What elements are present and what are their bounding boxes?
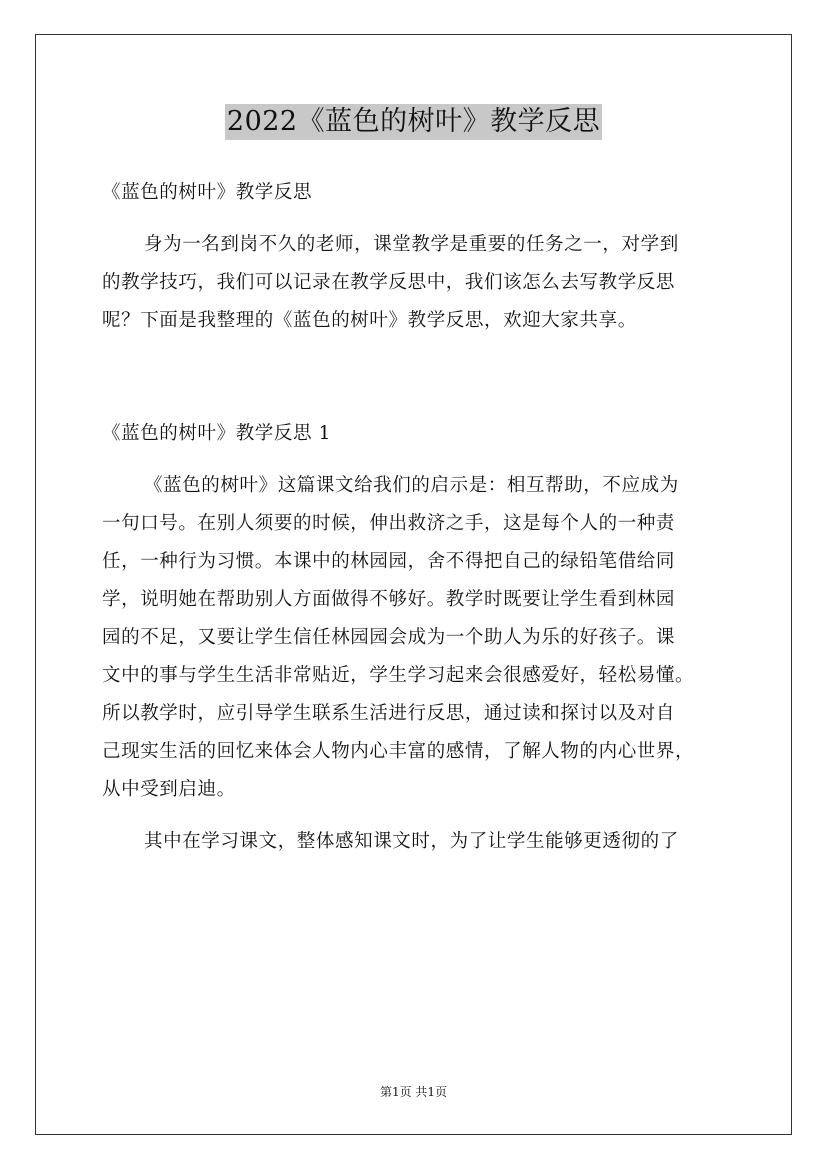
page-footer: 第1页 共1页	[379, 1085, 448, 1099]
paragraph-line: 学，说明她在帮助别人方面做得不够好。教学时既要让学生看到林园	[102, 589, 676, 610]
intro-line: 的教学技巧，我们可以记录在教学反思中，我们该怎么去写教学反思	[102, 272, 676, 293]
intro-heading: 《蓝色的树叶》教学反思	[102, 182, 313, 203]
intro-line: 身为一名到岗不久的老师，课堂教学是重要的任务之一，对学到	[144, 234, 679, 255]
document-body	[102, 174, 742, 861]
paragraph-line: 己现实生活的回忆来体会人物内心丰富的感情，了解人物的内心世界，	[102, 741, 695, 762]
paragraph-line: 《蓝色的树叶》这篇课文给我们的启示是：相互帮助，不应成为	[144, 475, 679, 496]
paragraph-line: 任，一种行为习惯。本课中的林园园，舍不得把自己的绿铅笔借给同	[102, 551, 676, 572]
document-title: 2022《蓝色的树叶》教学反思	[225, 104, 602, 140]
paragraph-line: 一句口号。在别人须要的时候，伸出救济之手，这是每个人的一种责	[102, 513, 676, 534]
intro-line: 呢？下面是我整理的《蓝色的树叶》教学反思，欢迎大家共享。	[102, 310, 637, 331]
paragraph-line: 从中受到启迪。	[102, 779, 236, 800]
paragraph-line: 所以教学时，应引导学生联系生活进行反思，通过读和探讨以及对自	[102, 703, 676, 724]
title-container	[0, 104, 827, 140]
paragraph-line: 文中的事与学生生活非常贴近，学生学习起来会很感爱好，轻松易懂。	[102, 665, 695, 686]
section-heading: 《蓝色的树叶》教学反思 1	[102, 423, 331, 444]
paragraph-line: 其中在学习课文，整体感知课文时，为了让学生能够更透彻的了	[144, 831, 679, 852]
paragraph-line: 园的不足，又要让学生信任林园园会成为一个助人为乐的好孩子。课	[102, 627, 676, 648]
